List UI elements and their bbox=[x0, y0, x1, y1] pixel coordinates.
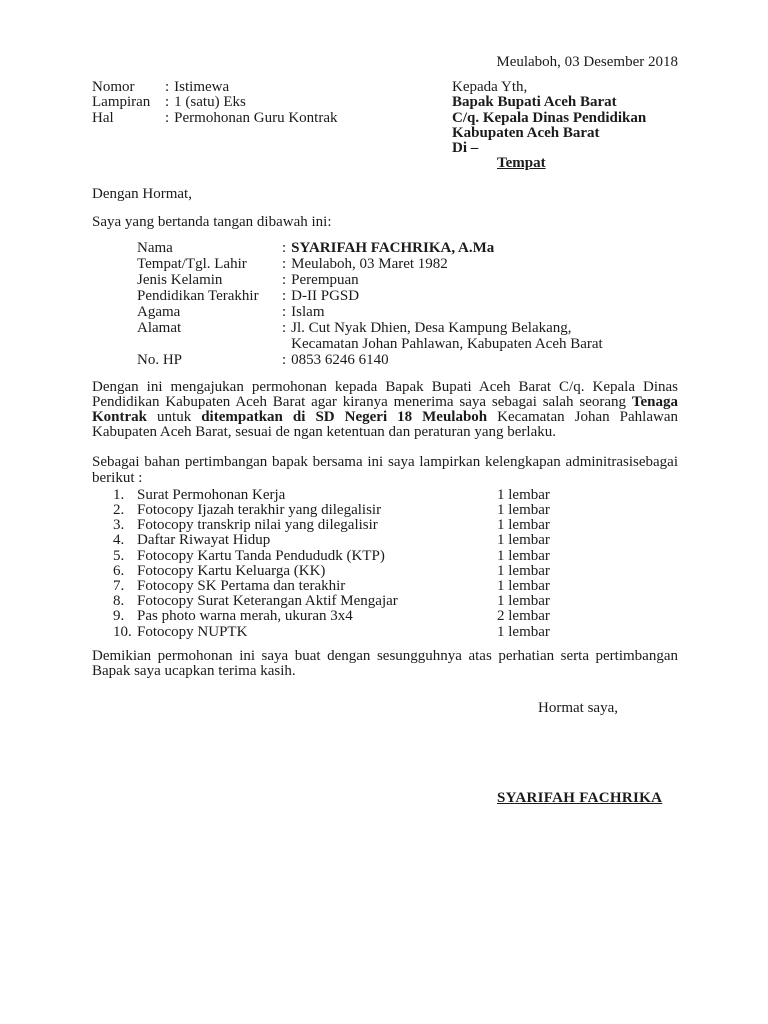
detail-row-pendidikan bbox=[137, 288, 678, 304]
detail-label-alamat: Alamat bbox=[137, 320, 182, 337]
letter-head-section bbox=[92, 80, 678, 171]
detail-label-no-hp: No. HP bbox=[137, 352, 183, 369]
detail-value-no-hp: 0853 6246 6140 bbox=[291, 352, 389, 369]
attachment-qty: 1 lembar bbox=[497, 562, 550, 579]
attachment-name: Fotocopy Kartu Keluarga (KK) bbox=[137, 562, 326, 579]
meta-row-hal bbox=[92, 111, 402, 126]
detail-value-tempat-lahir: Meulaboh, 03 Maret 1982 bbox=[291, 255, 448, 272]
attachment-row bbox=[92, 594, 678, 609]
detail-row-agama bbox=[137, 304, 678, 320]
attachment-name: Pas photo warna merah, ukuran 3x4 bbox=[137, 608, 353, 625]
attachment-number: 3. bbox=[113, 517, 125, 534]
attachment-number: 8. bbox=[113, 593, 125, 610]
attachment-number: 1. bbox=[113, 486, 125, 503]
colon-separator: : bbox=[282, 304, 287, 321]
colon-separator: : bbox=[282, 288, 287, 305]
meta-value-lampiran: 1 (satu) Eks bbox=[174, 94, 246, 111]
detail-value-pendidikan: D-II PGSD bbox=[291, 288, 360, 305]
detail-row-no-hp bbox=[137, 352, 678, 368]
attachment-qty: 1 lembar bbox=[497, 623, 550, 640]
detail-value-nama: SYARIFAH FACHRIKA, A.Ma bbox=[291, 239, 495, 256]
signoff: Hormat saya, bbox=[538, 700, 618, 717]
application-paragraph-text: Kecamatan Johan Pahlawan Kabupaten Aceh Barat, sesuai de ngan ketentuan dan peraturan yang berlaku. bbox=[92, 408, 678, 441]
attachment-row bbox=[92, 609, 678, 624]
attachment-row bbox=[92, 564, 678, 579]
application-paragraph-bold-tenaga-kontrak: Tenaga Kontrak bbox=[92, 393, 678, 425]
details-table bbox=[137, 240, 678, 369]
attachments-intro-paragraph: Sebagai bahan pertimbangan bapak bersama ini saya lampirkan kelengkapan adminitrasisebagai berikut : bbox=[92, 454, 678, 486]
colon-separator: : bbox=[282, 352, 287, 369]
attachment-name: Fotocopy Ijazah terakhir yang dilegalisir bbox=[137, 502, 382, 518]
detail-row-alamat bbox=[137, 320, 678, 352]
attachment-name: Fotocopy SK Pertama dan terakhir bbox=[137, 578, 346, 595]
detail-row-tempat-lahir bbox=[137, 256, 678, 272]
attachment-name: Fotocopy NUPTK bbox=[137, 623, 248, 640]
attachment-name: Surat Permohonan Kerja bbox=[137, 486, 286, 503]
detail-value-alamat-line2: Kecamatan Johan Pahlawan, Kabupaten Aceh Barat bbox=[291, 336, 603, 353]
detail-value-jenis-kelamin: Perempuan bbox=[291, 272, 359, 289]
detail-value-alamat-line1: Jl. Cut Nyak Dhien, Desa Kampung Belakang, bbox=[291, 320, 572, 337]
colon-separator: : bbox=[165, 109, 170, 126]
application-paragraph-text: Dengan ini mengajukan permohonan kepada Bapak Bupati Aceh Barat C/q. Kepala Dinas Pendidikan Kabupaten Aceh Barat agar kiranya menerima saya sebagai salah seorang bbox=[92, 378, 678, 410]
attachment-number: 5. bbox=[113, 547, 125, 564]
recipient-line-dinas: C/q. Kepala Dinas Pendidikan bbox=[452, 109, 647, 126]
attachment-row bbox=[92, 518, 678, 533]
recipient-place: Tempat bbox=[497, 155, 546, 172]
meta-label-lampiran: Lampiran bbox=[92, 94, 151, 111]
attachment-row bbox=[92, 488, 678, 503]
attachment-list bbox=[92, 488, 678, 640]
colon-separator: : bbox=[282, 239, 287, 256]
colon-separator: : bbox=[282, 255, 287, 272]
attachment-row bbox=[92, 503, 678, 518]
signature-name: SYARIFAH FACHRIKA bbox=[497, 790, 663, 807]
attachment-qty: 1 lembar bbox=[497, 532, 550, 549]
greeting: Dengan Hormat, bbox=[92, 186, 192, 203]
attachment-number: 9. bbox=[113, 608, 125, 625]
attachment-row bbox=[92, 625, 678, 640]
detail-value-agama: Islam bbox=[291, 304, 325, 321]
attachment-number: 6. bbox=[113, 562, 125, 579]
attachment-qty: 1 lembar bbox=[497, 517, 550, 534]
closing-paragraph: Demikian permohonan ini saya buat dengan sesungguhnya atas perhatian serta pertimbangan Bapak saya ucapkan terima kasih. bbox=[92, 647, 678, 680]
date-line: Meulaboh, 03 Desember 2018 bbox=[496, 54, 678, 70]
attachment-qty: 1 lembar bbox=[497, 547, 550, 564]
attachment-row bbox=[92, 549, 678, 564]
attachment-name: Daftar Riwayat Hidup bbox=[137, 532, 271, 549]
meta-label-hal: Hal bbox=[92, 109, 114, 126]
recipient-line-kabupaten: Kabupaten Aceh Barat bbox=[452, 124, 600, 141]
attachment-name: Fotocopy Kartu Tanda Pendududk (KTP) bbox=[137, 547, 385, 564]
colon-separator: : bbox=[282, 320, 287, 337]
attachment-row bbox=[92, 579, 678, 594]
detail-label-nama: Nama bbox=[137, 239, 173, 256]
attachment-qty: 1 lembar bbox=[497, 486, 550, 503]
meta-value-nomor: Istimewa bbox=[174, 79, 230, 96]
detail-label-pendidikan: Pendidikan Terakhir bbox=[137, 288, 259, 305]
attachment-number: 10. bbox=[113, 623, 132, 640]
detail-label-jenis-kelamin: Jenis Kelamin bbox=[137, 272, 223, 289]
attachment-number: 7. bbox=[113, 578, 125, 595]
attachment-qty: 2 lembar bbox=[497, 608, 550, 625]
meta-value-hal: Permohonan Guru Kontrak bbox=[174, 109, 338, 126]
detail-label-tempat-lahir: Tempat/Tgl. Lahir bbox=[137, 255, 247, 272]
meta-row-nomor bbox=[92, 80, 402, 95]
attachment-qty: 1 lembar bbox=[497, 502, 550, 518]
colon-separator: : bbox=[282, 272, 287, 289]
recipient-line-di: Di – bbox=[452, 140, 479, 157]
colon-separator: : bbox=[165, 79, 170, 96]
application-paragraph-text: untuk bbox=[147, 408, 202, 425]
application-paragraph-bold-penempatan: ditempatkan di SD Negeri 18 Meulaboh bbox=[201, 408, 488, 425]
colon-separator: : bbox=[165, 94, 170, 111]
meta-label-nomor: Nomor bbox=[92, 79, 135, 96]
application-paragraph bbox=[92, 380, 678, 441]
detail-value-alamat bbox=[286, 320, 603, 352]
attachment-row bbox=[92, 533, 678, 548]
detail-label-agama: Agama bbox=[137, 304, 181, 321]
detail-row-jenis-kelamin bbox=[137, 272, 678, 288]
detail-row-nama bbox=[137, 240, 678, 256]
attachment-qty: 1 lembar bbox=[497, 578, 550, 595]
attachment-number: 4. bbox=[113, 532, 125, 549]
meta-block bbox=[92, 80, 402, 171]
attachment-name: Fotocopy Surat Keterangan Aktif Mengajar bbox=[137, 593, 398, 610]
intro-line: Saya yang bertanda tangan dibawah ini: bbox=[92, 213, 332, 230]
recipient-salutation: Kepada Yth, bbox=[452, 79, 528, 96]
attachment-name: Fotocopy transkrip nilai yang dilegalisir bbox=[137, 517, 378, 534]
meta-row-lampiran bbox=[92, 95, 402, 110]
attachment-number: 2. bbox=[113, 502, 125, 518]
recipient-block bbox=[452, 80, 678, 171]
attachment-qty: 1 lembar bbox=[497, 593, 550, 610]
recipient-line-bupati: Bapak Bupati Aceh Barat bbox=[452, 94, 617, 111]
